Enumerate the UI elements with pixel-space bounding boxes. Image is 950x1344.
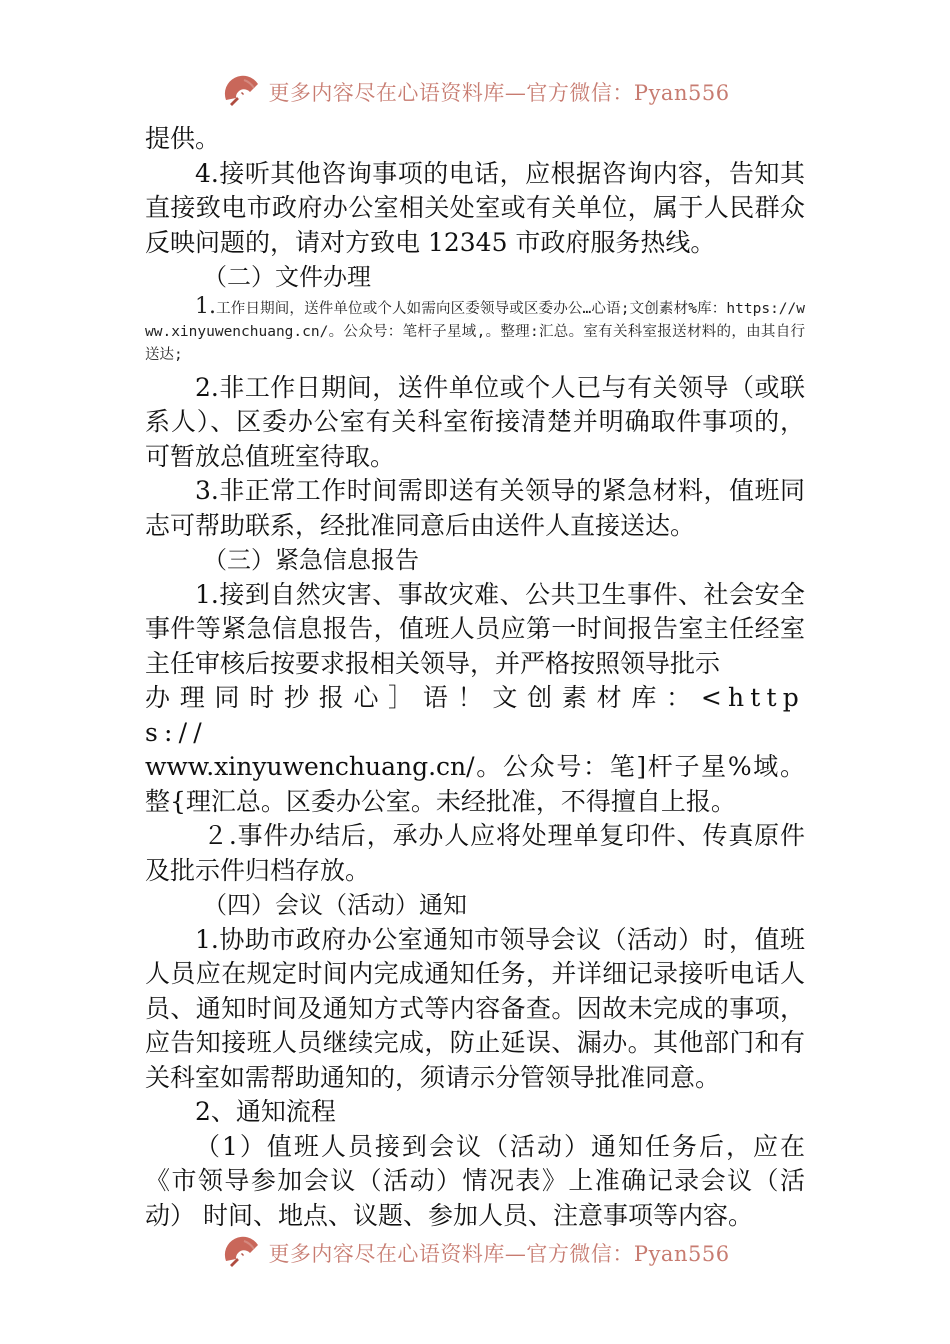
- page-footer: [0, 1231, 950, 1275]
- paragraph: 1.接到自然灾害、事故灾难、公共卫生事件、社会安全事件等紧急信息报告，值班人员应第一时间报告室主任经室主任审核后按要求报相关领导，并严格按照领导批示: [145, 579, 805, 678]
- footer-text: 更多内容尽在心语资料库—官方微信：Pyan556: [268, 1242, 730, 1266]
- fan-logo-icon: [220, 1231, 264, 1275]
- paragraph: 2.非工作日期间，送件单位或个人已与有关领导（或联系人）、区委办公室有关科室衔接清楚并明确取件事项的，可暂放总值班室待取。: [145, 372, 805, 471]
- paragraph: ２.事件办结后，承办人应将处理单复印件、传真原件及批示件归档存放。: [145, 821, 805, 885]
- paragraph-small: [145, 295, 805, 367]
- document-body: [145, 122, 805, 1233]
- paragraph: （1）值班人员接到会议（活动）通知任务后，应在《市领导参加会议（活动）情况表》上准确记录会议（活动） 时间、地点、议题、参加人员、注意事项等内容。: [145, 1131, 805, 1230]
- fan-logo-icon: [220, 70, 264, 114]
- section-heading: 2、通知流程: [195, 1097, 336, 1126]
- section-heading: （三）紧急信息报告: [203, 546, 419, 574]
- paragraph: 1.协助市政府办公室通知市领导会议（活动）时，值班人员应在规定时间内完成通知任务，并详细记录接听电话人员、通知时间及通知方式等内容备查。因故未完成的事项，应告知接班人员继续完成，防止延误、漏办。其他部门和有关科室如需帮助通知的，须请示分管领导批准同意。: [145, 924, 805, 1092]
- paragraph-lead: 1.: [195, 293, 216, 319]
- paragraph: 提供。: [145, 124, 221, 153]
- paragraph: 3.非正常工作时间需即送有关领导的紧急材料，值班同志可帮助联系，经批准同意后由送件人直接送达。: [145, 476, 805, 540]
- paragraph: www.xinyuwenchuang.cn/。公众号：笔]杆子星%域。整{理汇总。区委办公室。未经批准，不得擅自上报。: [145, 752, 805, 816]
- section-heading: （四）会议（活动）通知: [203, 891, 467, 919]
- paragraph-rest: 工作日期间，送件单位或个人如需向区委领导或区委办公…心语;文创素材%库：https://www.xinyuwenchuang.cn/。公众号：笔杆子星域,。整理:汇总。室有关科室报送材料的，由其自行送达;: [145, 300, 805, 363]
- paragraph-line: 办理同时抄报心］语！文创素材库：<https://: [145, 683, 805, 747]
- section-heading: （二）文件办理: [203, 263, 371, 291]
- header-text: 更多内容尽在心语资料库—官方微信：Pyan556: [268, 81, 730, 105]
- page-header: [0, 70, 950, 114]
- paragraph: 4.接听其他咨询事项的电话，应根据咨询内容，告知其直接致电市政府办公室相关处室或有关单位，属于人民群众反映问题的，请对方致电 12345 市政府服务热线。: [145, 158, 805, 257]
